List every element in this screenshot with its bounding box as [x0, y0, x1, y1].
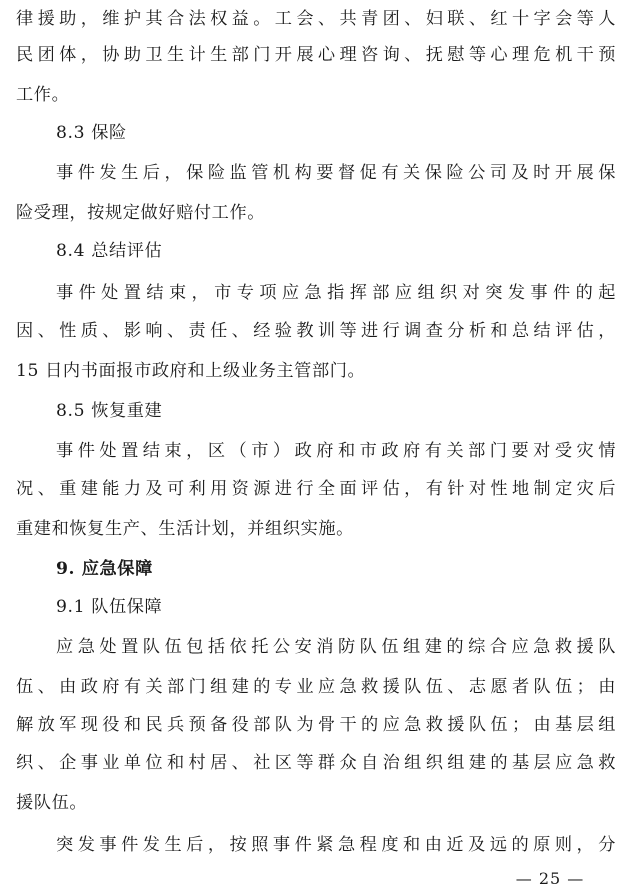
paragraph-line: 工作。 — [16, 85, 70, 105]
paragraph-line: 险受理，按规定做好赔付工作。 — [16, 203, 266, 223]
paragraph-line: 律援助，维护其合法权益。工会、共青团、妇联、红十字会等人 — [16, 9, 616, 29]
paragraph-line: 重建和恢复生产、生活计划，并组织实施。 — [16, 519, 354, 539]
paragraph-line: 事件处置结束，市专项应急指挥部应组织对突发事件的起 — [56, 283, 616, 303]
paragraph-line: 因、性质、影响、责任、经验教训等进行调查分析和总结评估， — [16, 321, 616, 341]
section-heading-8-3: 8.3 保险 — [56, 123, 127, 143]
page-number: — 25 — — [515, 869, 585, 888]
paragraph-line: 伍、由政府有关部门组建的专业应急救援队伍、志愿者队伍；由 — [16, 677, 616, 697]
paragraph-line: 15 日内书面报市政府和上级业务主管部门。 — [16, 361, 366, 381]
paragraph-line: 民团体，协助卫生计生部门开展心理咨询、抚慰等心理危机干预 — [16, 45, 616, 65]
paragraph-line: 应急处置队伍包括依托公安消防队伍组建的综合应急救援队 — [56, 637, 616, 657]
paragraph-line: 织、企事业单位和村居、社区等群众自治组织组建的基层应急救 — [16, 753, 616, 773]
paragraph-line: 解放军现役和民兵预备役部队为骨干的应急救援队伍；由基层组 — [16, 715, 616, 735]
paragraph-line: 事件处置结束，区（市）政府和市政府有关部门要对受灾情 — [56, 441, 616, 461]
section-heading-8-4: 8.4 总结评估 — [56, 241, 163, 261]
paragraph-line: 事件发生后，保险监管机构要督促有关保险公司及时开展保 — [56, 163, 616, 183]
section-heading-9-1: 9.1 队伍保障 — [56, 597, 163, 617]
paragraph-line: 突发事件发生后，按照事件紧急程度和由近及远的原则，分 — [56, 835, 616, 855]
section-heading-8-5: 8.5 恢复重建 — [56, 401, 163, 421]
paragraph-line: 况、重建能力及可利用资源进行全面评估，有针对性地制定灾后 — [16, 479, 616, 499]
section-heading-9: 9. 应急保障 — [56, 559, 153, 579]
paragraph-line: 援队伍。 — [16, 793, 88, 813]
